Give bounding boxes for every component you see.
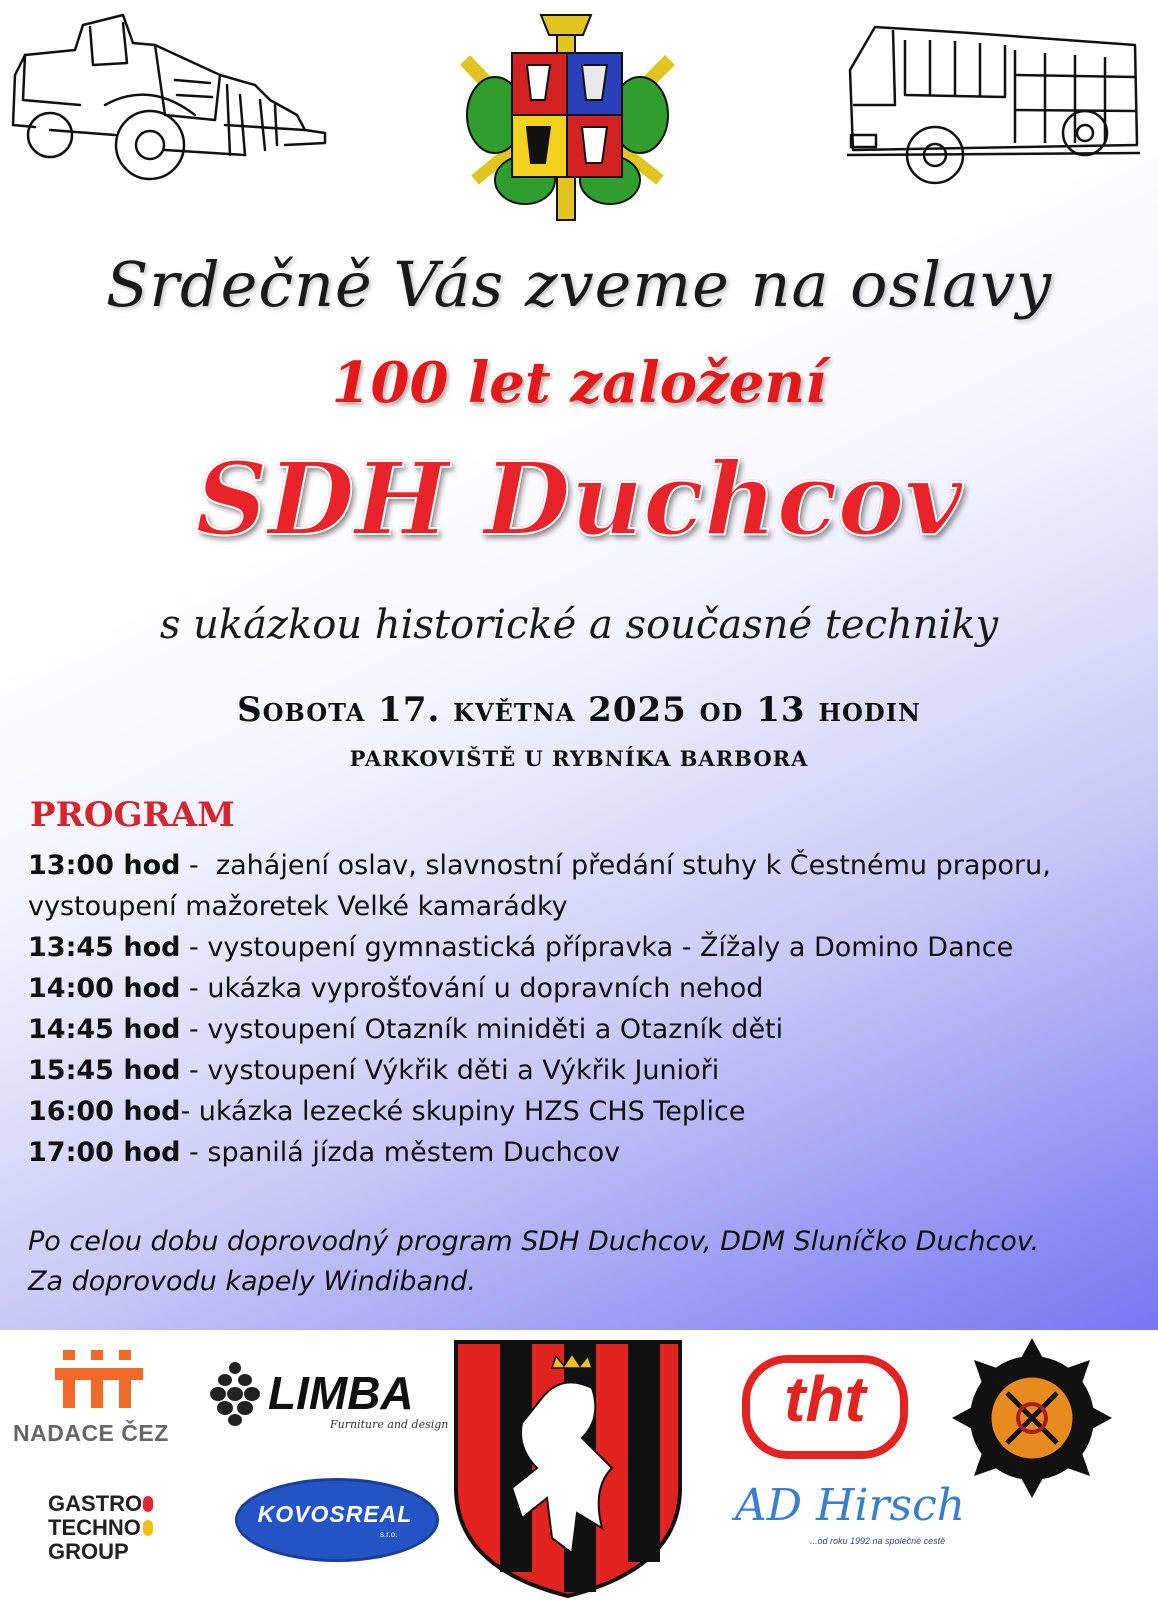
limba-tagline: Furniture and design [330, 1418, 449, 1431]
gastro-accent-yellow [143, 1520, 153, 1536]
vintage-fire-truck-icon [5, 5, 335, 195]
program-separator: - [180, 932, 208, 963]
subtitle: s ukázkou historické a současné techniky [159, 602, 999, 648]
program-item [28, 968, 1138, 1009]
ad-hirsch-name: AD Hirsch [735, 1480, 966, 1531]
program-item [28, 927, 1138, 968]
gastro-logo-line-2: TECHNO [48, 1515, 141, 1540]
accompanying-line-2: Za doprovodu kapely Windiband. [28, 1266, 476, 1297]
organization-title: SDH Duchcov [195, 440, 963, 558]
ad-hirsch-tagline: ...od roku 1992 na společné cestě [810, 1536, 946, 1546]
program-time: 13:00 hod [28, 850, 181, 881]
tht-name: tht [784, 1363, 866, 1435]
gastro-logo-line-3: GROUP [48, 1539, 129, 1564]
program-text: zahájení oslav, slavnostní předání stuhy k Čestnému praporu, vystoupení mažoretek Velké kamarádky [28, 850, 1051, 922]
kovosreal-name: KOVOSREAL [257, 1501, 413, 1527]
gastro-logo-line-1: GASTRO [48, 1491, 143, 1516]
pine-cone-icon [208, 1358, 263, 1428]
fire-brigade-emblem-icon [445, 5, 690, 230]
program-time: 14:00 hod [28, 973, 181, 1004]
program-text: vystoupení Otazník miniděti a Otazník děti [207, 1014, 784, 1045]
program-separator: - [180, 1014, 208, 1045]
program-separator: - [180, 1137, 208, 1168]
event-place: PARKOVIŠTĚ U RYBNÍKA BARBORA [349, 746, 809, 771]
program-time: 13:45 hod [28, 932, 181, 963]
program-item [28, 1091, 1138, 1132]
program-time: 15:45 hod [28, 1055, 181, 1086]
gastro-accent-red [143, 1496, 153, 1512]
modern-fire-truck-icon [845, 15, 1145, 200]
program-separator: - [180, 973, 208, 1004]
program-text: vystoupení gymnastická přípravka - Žížaly a Domino Dance [207, 932, 1014, 963]
program-text: vystoupení Výkřik děti a Výkřik Junioři [207, 1055, 720, 1086]
program-time: 14:45 hod [28, 1014, 181, 1045]
accompanying-line-1: Po celou dobu doprovodný program SDH Duchcov, DDM Sluníčko Duchcov. [28, 1226, 1040, 1257]
nadace-cez-name: NADACE ČEZ [13, 1420, 169, 1446]
kovosreal-suffix: s.r.o. [380, 1530, 398, 1539]
program-time: 16:00 hod [28, 1096, 181, 1127]
program-separator: - [180, 1055, 208, 1086]
greeting-headline: Srdečně Vás zveme na oslavy [105, 248, 1053, 321]
program-item [28, 1132, 1138, 1173]
program-time: 17:00 hod [28, 1137, 181, 1168]
program-text: ukázka vyprošťování u dopravních nehod [207, 973, 764, 1004]
program-item [28, 845, 1138, 927]
program-heading: PROGRAM [30, 795, 235, 835]
program-text: spanilá jízda městem Duchcov [207, 1137, 621, 1168]
limba-name: LIMBA [268, 1367, 414, 1419]
sponsors-footer [0, 1330, 1158, 1600]
anniversary-headline: 100 let založení [331, 350, 827, 416]
program-text: ukázka lezecké skupiny HZS CHS Teplice [198, 1096, 746, 1127]
program-separator: - [180, 850, 216, 881]
event-date: Sobota 17. května 2025 od 13 hodin [237, 690, 921, 730]
accompanying-program [28, 1222, 1138, 1302]
nadace-cez-logo-icon [55, 1350, 145, 1410]
program-separator: - [180, 1096, 199, 1127]
program-item [28, 1050, 1138, 1091]
duchcov-coat-of-arms-icon [452, 1338, 684, 1598]
program-item [28, 1009, 1138, 1050]
program-list [28, 845, 1138, 1173]
mining-emblem-icon [952, 1338, 1112, 1498]
